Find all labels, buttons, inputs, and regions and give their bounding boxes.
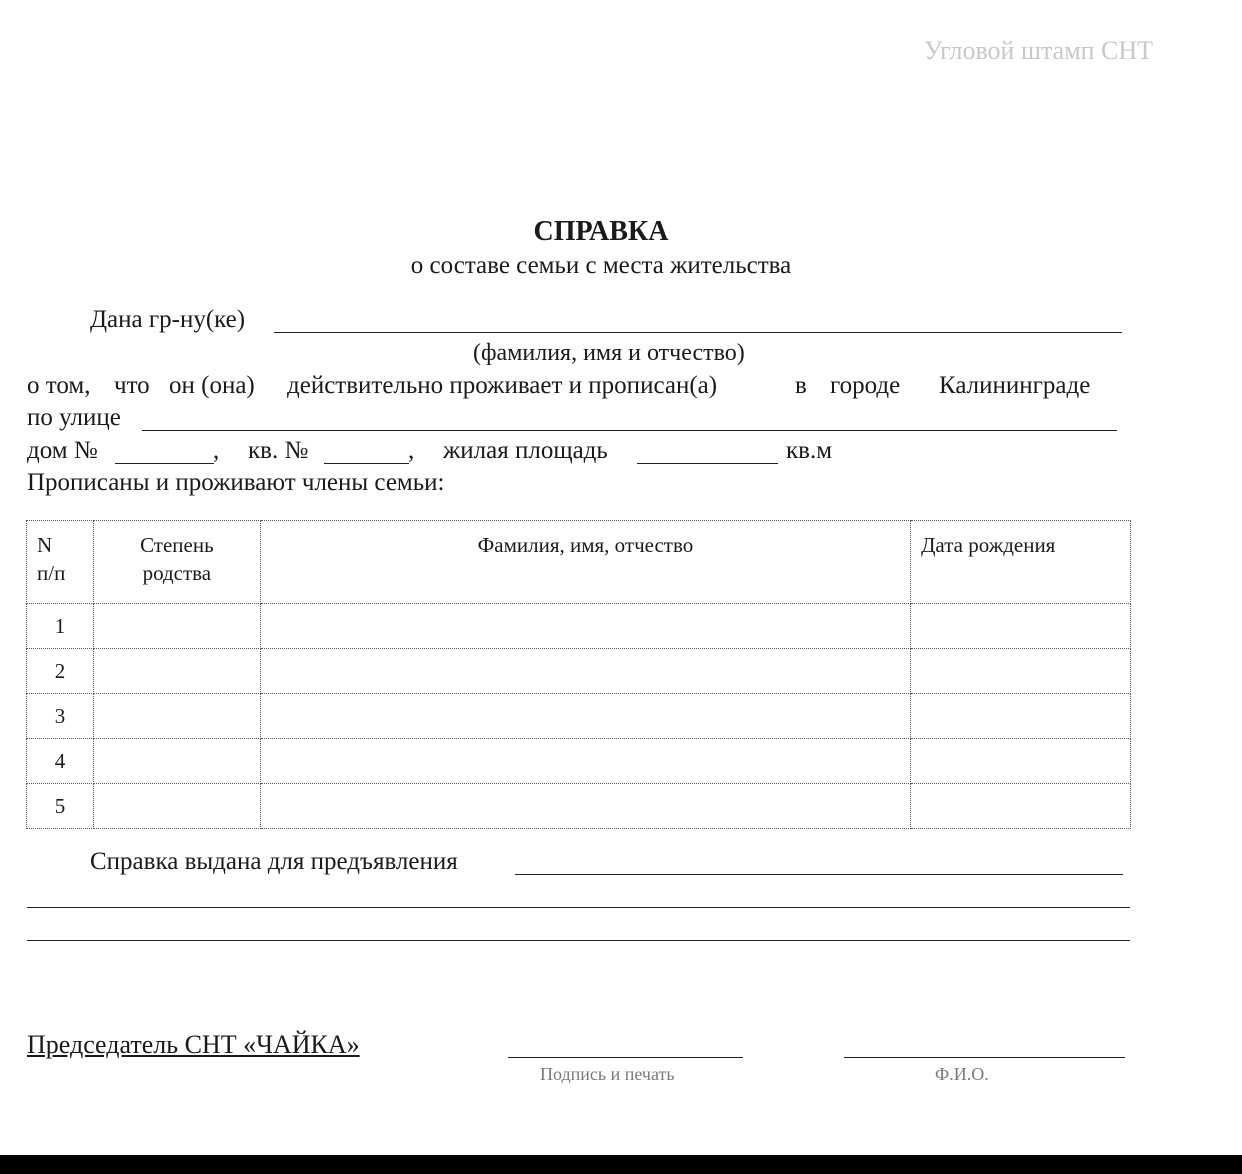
table-header-row bbox=[27, 521, 1131, 604]
statement-part-3: он (она) bbox=[169, 372, 255, 399]
street-label: по улице bbox=[27, 404, 121, 431]
statement-part-2: что bbox=[114, 372, 150, 399]
birth-date-cell[interactable] bbox=[911, 604, 1131, 649]
document-subtitle: о составе семьи с места жительства bbox=[410, 252, 792, 279]
fio-cell[interactable] bbox=[260, 739, 910, 784]
name-caption: (фамилия, имя и отчество) bbox=[473, 340, 745, 366]
row-number: 1 bbox=[27, 604, 94, 649]
header-relation bbox=[93, 521, 260, 604]
statement-city: Калининграде bbox=[939, 372, 1091, 399]
comma-1: , bbox=[213, 437, 220, 464]
fio-cell[interactable] bbox=[260, 604, 910, 649]
given-label: Дана гр-ну(ке) bbox=[90, 306, 246, 333]
relation-cell[interactable] bbox=[93, 739, 260, 784]
fio-cell[interactable] bbox=[260, 649, 910, 694]
table-row bbox=[27, 604, 1131, 649]
header-birth-date: Дата рождения bbox=[911, 521, 1131, 604]
area-label: жилая площадь bbox=[443, 437, 608, 464]
house-label: дом № bbox=[27, 437, 98, 464]
table-row bbox=[27, 784, 1131, 829]
row-number: 4 bbox=[27, 739, 94, 784]
comma-2: , bbox=[408, 437, 415, 464]
header-number bbox=[27, 521, 94, 604]
birth-date-cell[interactable] bbox=[911, 694, 1131, 739]
fio-caption: Ф.И.О. bbox=[935, 1064, 989, 1084]
corner-stamp-label: Угловой штамп СНТ bbox=[924, 36, 1154, 65]
header-number-line1: N bbox=[37, 533, 53, 557]
relation-cell[interactable] bbox=[93, 784, 260, 829]
header-relation-line1: Степень bbox=[140, 533, 214, 557]
area-field-line[interactable] bbox=[637, 463, 778, 464]
house-field-line[interactable] bbox=[115, 463, 214, 464]
table-row bbox=[27, 694, 1131, 739]
relation-cell[interactable] bbox=[93, 694, 260, 739]
statement-part-6: городе bbox=[830, 372, 901, 399]
fio-cell[interactable] bbox=[260, 784, 910, 829]
relation-cell[interactable] bbox=[93, 604, 260, 649]
row-number: 3 bbox=[27, 694, 94, 739]
header-relation-line2: родства bbox=[142, 561, 212, 585]
purpose-field-line-3[interactable] bbox=[27, 940, 1130, 941]
bottom-bar bbox=[0, 1155, 1242, 1174]
table-row bbox=[27, 649, 1131, 694]
birth-date-cell[interactable] bbox=[911, 649, 1131, 694]
flat-label: кв. № bbox=[248, 437, 309, 464]
chairman-title: Председатель СНТ «ЧАЙКА» bbox=[27, 1030, 360, 1059]
members-heading: Прописаны и проживают члены семьи: bbox=[27, 469, 445, 496]
header-number-line2: п/п bbox=[37, 561, 66, 585]
statement-part-1: о том, bbox=[27, 372, 91, 399]
document-title: СПРАВКА bbox=[533, 216, 669, 247]
name-field-line[interactable] bbox=[274, 332, 1122, 333]
row-number: 2 bbox=[27, 649, 94, 694]
fio-signature-line[interactable] bbox=[844, 1057, 1125, 1058]
table-row bbox=[27, 739, 1131, 784]
row-number: 5 bbox=[27, 784, 94, 829]
header-fio: Фамилия, имя, отчество bbox=[260, 521, 910, 604]
purpose-label: Справка выдана для предъявления bbox=[90, 848, 458, 875]
statement-part-5: в bbox=[795, 372, 807, 399]
street-field-line[interactable] bbox=[142, 430, 1117, 431]
birth-date-cell[interactable] bbox=[911, 784, 1131, 829]
signature-line[interactable] bbox=[508, 1057, 743, 1058]
fio-cell[interactable] bbox=[260, 694, 910, 739]
purpose-field-line-2[interactable] bbox=[27, 907, 1130, 908]
signature-caption: Подпись и печать bbox=[540, 1064, 675, 1084]
family-members-table bbox=[26, 520, 1131, 829]
statement-part-4: действительно проживает и прописан(а) bbox=[287, 372, 718, 399]
area-unit: кв.м bbox=[786, 437, 833, 464]
birth-date-cell[interactable] bbox=[911, 739, 1131, 784]
purpose-field-line[interactable] bbox=[515, 874, 1123, 875]
flat-field-line[interactable] bbox=[324, 463, 409, 464]
relation-cell[interactable] bbox=[93, 649, 260, 694]
